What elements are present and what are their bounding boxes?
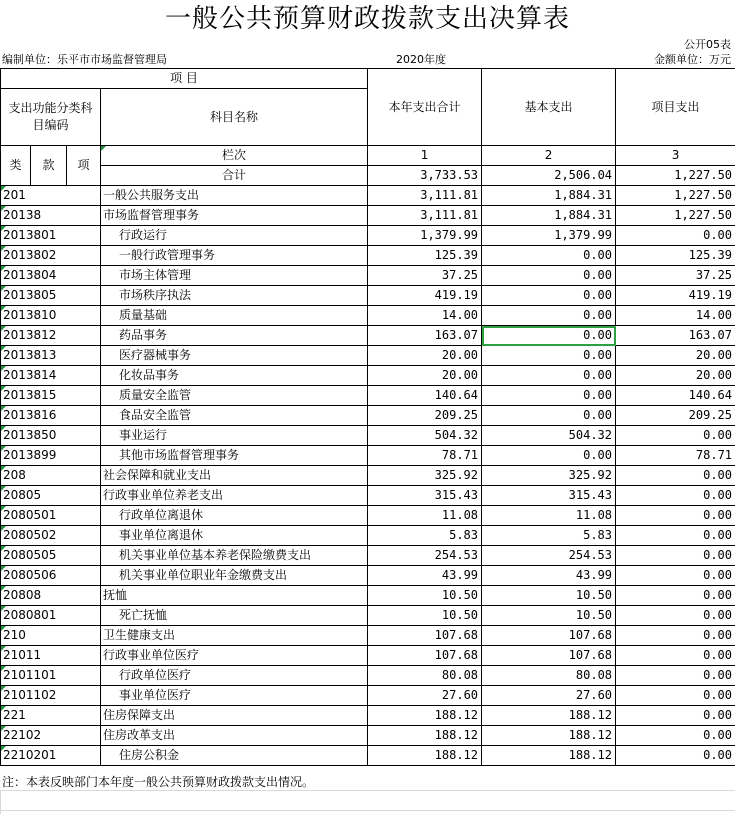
row-subject-name[interactable]: 行政运行 — [101, 226, 368, 246]
header-xiang[interactable]: 项 — [67, 146, 101, 186]
row-subject-name[interactable]: 市场主体管理 — [101, 266, 368, 286]
row-subject-name[interactable]: 卫生健康支出 — [101, 626, 368, 646]
row-subject-name[interactable]: 事业单位离退休 — [101, 526, 368, 546]
row-basic[interactable]: 0.00 — [482, 366, 616, 386]
row-subject-name[interactable]: 一般公共服务支出 — [101, 186, 368, 206]
row-project[interactable]: 0.00 — [616, 726, 735, 746]
row-total[interactable]: 140.64 — [368, 386, 482, 406]
header-kuan[interactable]: 款 — [31, 146, 67, 186]
table-row — [1, 626, 735, 646]
row-code[interactable]: 2013813 — [1, 346, 101, 366]
row-total[interactable]: 20.00 — [368, 366, 482, 386]
money-unit: 金额单位：万元 — [654, 53, 731, 66]
row-total[interactable]: 80.08 — [368, 666, 482, 686]
row-project[interactable]: 0.00 — [616, 666, 735, 686]
row-basic[interactable]: 10.50 — [482, 606, 616, 626]
row-total[interactable]: 254.53 — [368, 546, 482, 566]
row-code[interactable]: 2080501 — [1, 506, 101, 526]
table-row — [1, 186, 735, 206]
row-basic[interactable]: 80.08 — [482, 666, 616, 686]
row-subject-name[interactable]: 死亡抚恤 — [101, 606, 368, 626]
row-project[interactable]: 0.00 — [616, 526, 735, 546]
table-row — [1, 386, 735, 406]
row-subject-name[interactable]: 住房改革支出 — [101, 726, 368, 746]
header-total[interactable]: 本年支出合计 — [368, 69, 482, 146]
row-subject-name[interactable]: 行政单位医疗 — [101, 666, 368, 686]
sum-basic[interactable]: 2,506.04 — [482, 166, 616, 186]
table-row — [1, 266, 735, 286]
row-subject-name[interactable]: 药品事务 — [101, 326, 368, 346]
row-total[interactable]: 419.19 — [368, 286, 482, 306]
row-subject-name[interactable]: 机关事业单位基本养老保险缴费支出 — [101, 546, 368, 566]
reporting-unit: 编制单位：乐平市市场监督管理局 — [2, 53, 167, 66]
header-col1[interactable]: 1 — [368, 146, 482, 166]
row-project[interactable]: 0.00 — [616, 426, 735, 446]
report-title: 一般公共预算财政拨款支出决算表 — [164, 4, 570, 34]
header-basic[interactable]: 基本支出 — [482, 69, 616, 146]
row-basic[interactable]: 107.68 — [482, 646, 616, 666]
row-basic[interactable]: 188.12 — [482, 746, 616, 766]
row-project[interactable]: 0.00 — [616, 686, 735, 706]
row-total[interactable]: 107.68 — [368, 646, 482, 666]
row-subject-name[interactable]: 质量基础 — [101, 306, 368, 326]
row-subject-name[interactable]: 一般行政管理事务 — [101, 246, 368, 266]
table-row — [1, 446, 735, 466]
header-code-group[interactable]: 支出功能分类科目编码 — [1, 89, 101, 146]
row-basic[interactable]: 0.00 — [482, 406, 616, 426]
row-project[interactable]: 78.71 — [616, 446, 735, 466]
row-subject-name[interactable]: 事业运行 — [101, 426, 368, 446]
row-code[interactable]: 208 — [1, 466, 101, 486]
row-basic[interactable]: 254.53 — [482, 546, 616, 566]
table-row — [1, 246, 735, 266]
row-total[interactable]: 10.50 — [368, 606, 482, 626]
row-basic[interactable]: 0.00 — [482, 346, 616, 366]
table-row — [1, 606, 735, 626]
row-subject-name[interactable]: 行政单位离退休 — [101, 506, 368, 526]
row-basic[interactable]: 10.50 — [482, 586, 616, 606]
report-year: 2020年度 — [396, 53, 446, 66]
sum-label[interactable]: 合计 — [101, 166, 368, 186]
table-row — [1, 366, 735, 386]
table-row — [1, 306, 735, 326]
table-row — [1, 546, 735, 566]
row-project[interactable]: 209.25 — [616, 406, 735, 426]
header-subject-name[interactable]: 科目名称 — [101, 89, 368, 146]
row-total[interactable]: 20.00 — [368, 346, 482, 366]
sum-total[interactable]: 3,733.53 — [368, 166, 482, 186]
info-bar — [0, 52, 735, 68]
row-project[interactable]: 1,227.50 — [616, 206, 735, 226]
row-total[interactable]: 188.12 — [368, 706, 482, 726]
table-row — [1, 206, 735, 226]
row-code[interactable]: 221 — [1, 706, 101, 726]
row-project[interactable]: 0.00 — [616, 606, 735, 626]
row-subject-name[interactable]: 质量安全监管 — [101, 386, 368, 406]
row-total[interactable]: 504.32 — [368, 426, 482, 446]
row-project[interactable]: 125.39 — [616, 246, 735, 266]
row-project[interactable]: 0.00 — [616, 626, 735, 646]
row-total[interactable]: 78.71 — [368, 446, 482, 466]
table-row — [1, 686, 735, 706]
row-basic[interactable]: 27.60 — [482, 686, 616, 706]
row-basic[interactable]: 43.99 — [482, 566, 616, 586]
table-row — [1, 466, 735, 486]
row-total[interactable]: 315.43 — [368, 486, 482, 506]
row-code[interactable]: 2013816 — [1, 406, 101, 426]
row-total[interactable]: 14.00 — [368, 306, 482, 326]
row-project[interactable]: 0.00 — [616, 746, 735, 766]
row-code[interactable]: 2080505 — [1, 546, 101, 566]
row-basic[interactable]: 0.00 — [482, 326, 616, 346]
row-subject-name[interactable]: 市场监督管理事务 — [101, 206, 368, 226]
header-col2[interactable]: 2 — [482, 146, 616, 166]
table-row — [1, 326, 735, 346]
row-project[interactable]: 20.00 — [616, 346, 735, 366]
row-code[interactable]: 2080801 — [1, 606, 101, 626]
row-basic[interactable]: 5.83 — [482, 526, 616, 546]
row-total[interactable]: 188.12 — [368, 726, 482, 746]
row-basic[interactable]: 0.00 — [482, 246, 616, 266]
row-basic[interactable]: 11.08 — [482, 506, 616, 526]
row-code[interactable]: 21011 — [1, 646, 101, 666]
row-subject-name[interactable]: 市场秩序执法 — [101, 286, 368, 306]
row-total[interactable]: 125.39 — [368, 246, 482, 266]
row-code[interactable]: 2013802 — [1, 246, 101, 266]
row-code[interactable]: 2013805 — [1, 286, 101, 306]
row-total[interactable]: 10.50 — [368, 586, 482, 606]
row-project[interactable]: 14.00 — [616, 306, 735, 326]
row-total[interactable]: 5.83 — [368, 526, 482, 546]
row-code[interactable]: 201 — [1, 186, 101, 206]
row-project[interactable]: 419.19 — [616, 286, 735, 306]
row-basic[interactable]: 0.00 — [482, 386, 616, 406]
row-project[interactable]: 163.07 — [616, 326, 735, 346]
row-basic[interactable]: 0.00 — [482, 286, 616, 306]
sheet-grid-background — [0, 790, 735, 814]
row-subject-name[interactable]: 行政事业单位养老支出 — [101, 486, 368, 506]
header-project[interactable]: 项 目 — [1, 69, 368, 89]
table-row — [1, 746, 735, 766]
sum-project[interactable]: 1,227.50 — [616, 166, 735, 186]
row-total[interactable]: 209.25 — [368, 406, 482, 426]
row-project[interactable]: 0.00 — [616, 486, 735, 506]
row-code[interactable]: 20808 — [1, 586, 101, 606]
table-row — [1, 406, 735, 426]
row-project[interactable]: 0.00 — [616, 506, 735, 526]
row-code[interactable]: 2013801 — [1, 226, 101, 246]
header-lanci[interactable]: 栏次 — [101, 146, 368, 166]
row-basic[interactable]: 0.00 — [482, 266, 616, 286]
table-row — [1, 226, 735, 246]
row-total[interactable]: 3,111.81 — [368, 186, 482, 206]
row-total[interactable]: 27.60 — [368, 686, 482, 706]
row-basic[interactable]: 0.00 — [482, 306, 616, 326]
row-code[interactable]: 22102 — [1, 726, 101, 746]
row-basic[interactable]: 504.32 — [482, 426, 616, 446]
row-subject-name[interactable]: 医疗器械事务 — [101, 346, 368, 366]
row-code[interactable]: 2013850 — [1, 426, 101, 446]
expenditure-table — [0, 68, 735, 766]
row-total[interactable]: 325.92 — [368, 466, 482, 486]
row-code[interactable]: 2013812 — [1, 326, 101, 346]
row-subject-name[interactable]: 住房保障支出 — [101, 706, 368, 726]
row-project[interactable]: 20.00 — [616, 366, 735, 386]
row-total[interactable]: 107.68 — [368, 626, 482, 646]
row-basic[interactable]: 1,884.31 — [482, 186, 616, 206]
row-project[interactable]: 0.00 — [616, 546, 735, 566]
row-total[interactable]: 1,379.99 — [368, 226, 482, 246]
table-row — [1, 566, 735, 586]
row-code[interactable]: 2013810 — [1, 306, 101, 326]
row-subject-name[interactable]: 化妆品事务 — [101, 366, 368, 386]
row-total[interactable]: 43.99 — [368, 566, 482, 586]
row-code[interactable]: 20138 — [1, 206, 101, 226]
row-code[interactable]: 2101102 — [1, 686, 101, 706]
row-total[interactable]: 3,111.81 — [368, 206, 482, 226]
row-project[interactable]: 140.64 — [616, 386, 735, 406]
table-row — [1, 286, 735, 306]
row-code[interactable]: 2080502 — [1, 526, 101, 546]
row-subject-name[interactable]: 事业单位医疗 — [101, 686, 368, 706]
row-subject-name[interactable]: 其他市场监督管理事务 — [101, 446, 368, 466]
row-project[interactable]: 0.00 — [616, 586, 735, 606]
doc-code: 公开05表 — [684, 38, 731, 51]
row-basic[interactable]: 1,884.31 — [482, 206, 616, 226]
header-lei[interactable]: 类 — [1, 146, 31, 186]
row-total[interactable]: 163.07 — [368, 326, 482, 346]
footnote: 注：本表反映部门本年度一般公共预算财政拨款支出情况。 — [2, 775, 315, 789]
row-subject-name[interactable]: 社会保障和就业支出 — [101, 466, 368, 486]
table-row — [1, 726, 735, 746]
table-row — [1, 486, 735, 506]
row-subject-name[interactable]: 抚恤 — [101, 586, 368, 606]
header-col3[interactable]: 3 — [616, 146, 735, 166]
table-row — [1, 426, 735, 446]
row-basic[interactable]: 188.12 — [482, 706, 616, 726]
table-row — [1, 346, 735, 366]
table-row — [1, 706, 735, 726]
table-row — [1, 586, 735, 606]
row-basic[interactable]: 0.00 — [482, 446, 616, 466]
row-code[interactable]: 2210201 — [1, 746, 101, 766]
table-row — [1, 526, 735, 546]
row-project[interactable]: 37.25 — [616, 266, 735, 286]
row-basic[interactable]: 188.12 — [482, 726, 616, 746]
row-total[interactable]: 11.08 — [368, 506, 482, 526]
row-code[interactable]: 2013899 — [1, 446, 101, 466]
row-code[interactable]: 210 — [1, 626, 101, 646]
row-code[interactable]: 2013804 — [1, 266, 101, 286]
row-subject-name[interactable]: 食品安全监管 — [101, 406, 368, 426]
row-total[interactable]: 37.25 — [368, 266, 482, 286]
row-subject-name[interactable]: 机关事业单位职业年金缴费支出 — [101, 566, 368, 586]
row-code[interactable]: 2013815 — [1, 386, 101, 406]
row-project[interactable]: 0.00 — [616, 566, 735, 586]
row-project[interactable]: 0.00 — [616, 646, 735, 666]
table-row — [1, 666, 735, 686]
table-row — [1, 506, 735, 526]
row-project[interactable]: 0.00 — [616, 466, 735, 486]
row-code[interactable]: 20805 — [1, 486, 101, 506]
table-row — [1, 646, 735, 666]
row-basic[interactable]: 107.68 — [482, 626, 616, 646]
row-code[interactable]: 2101101 — [1, 666, 101, 686]
row-project[interactable]: 0.00 — [616, 226, 735, 246]
row-code[interactable]: 2080506 — [1, 566, 101, 586]
row-project[interactable]: 1,227.50 — [616, 186, 735, 206]
row-project[interactable]: 0.00 — [616, 706, 735, 726]
row-total[interactable]: 188.12 — [368, 746, 482, 766]
row-basic[interactable]: 325.92 — [482, 466, 616, 486]
row-basic[interactable]: 1,379.99 — [482, 226, 616, 246]
header-project-expenditure[interactable]: 项目支出 — [616, 69, 735, 146]
row-basic[interactable]: 315.43 — [482, 486, 616, 506]
row-code[interactable]: 2013814 — [1, 366, 101, 386]
row-subject-name[interactable]: 住房公积金 — [101, 746, 368, 766]
row-subject-name[interactable]: 行政事业单位医疗 — [101, 646, 368, 666]
